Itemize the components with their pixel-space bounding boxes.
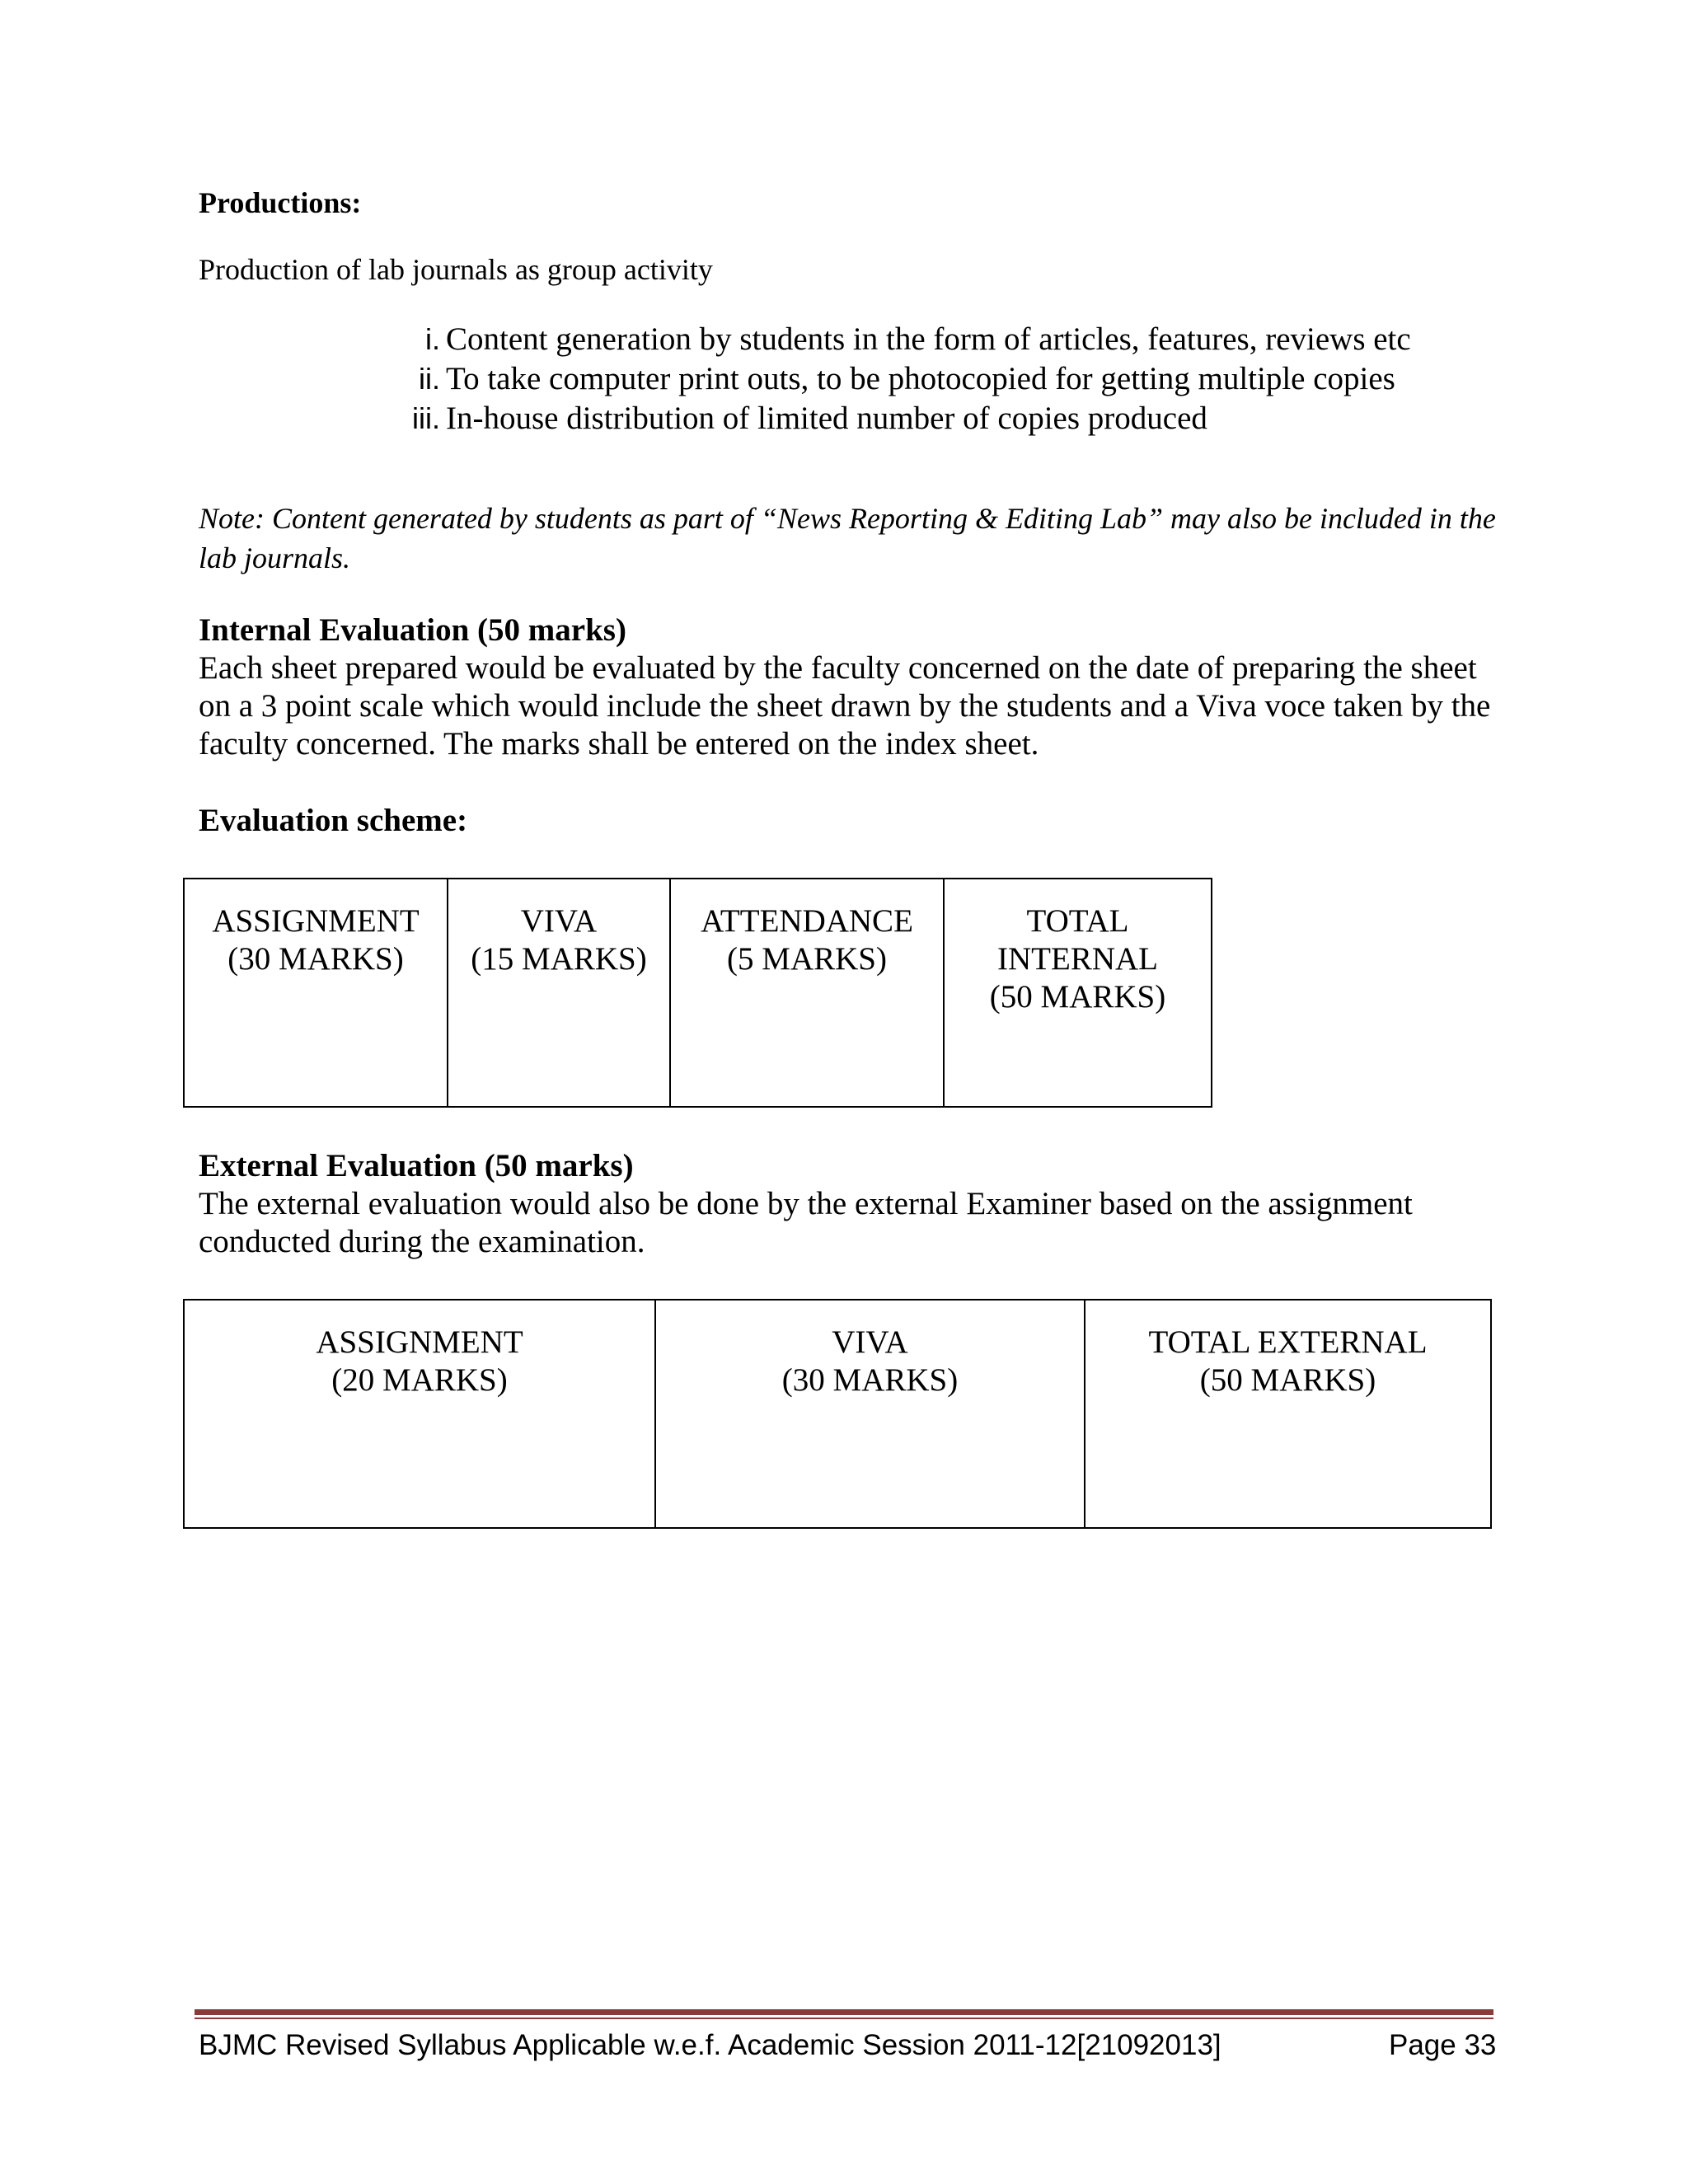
cell-label: INTERNAL bbox=[997, 941, 1158, 977]
cell-marks: (50 MARKS) bbox=[989, 979, 1166, 1015]
external-evaluation-table bbox=[183, 1299, 1492, 1529]
cell-label: VIVA bbox=[520, 903, 598, 939]
cell-marks: (15 MARKS) bbox=[471, 941, 647, 977]
list-text: To take computer print outs, to be photocopied for getting multiple copies bbox=[446, 361, 1395, 396]
table-cell-total-external bbox=[1085, 1300, 1491, 1528]
cell-label: ATTENDANCE bbox=[701, 903, 913, 939]
cell-label: TOTAL bbox=[1026, 903, 1129, 939]
table-cell-assignment bbox=[184, 879, 448, 1107]
cell-marks: (30 MARKS) bbox=[227, 941, 404, 977]
list-text: Content generation by students in the form of articles, features, reviews etc bbox=[446, 321, 1411, 357]
evaluation-scheme-heading: Evaluation scheme: bbox=[199, 803, 468, 838]
list-text: In-house distribution of limited number of copies produced bbox=[446, 401, 1207, 436]
table-cell-attendance bbox=[670, 879, 944, 1107]
cell-marks: (50 MARKS) bbox=[1199, 1362, 1376, 1398]
table-row bbox=[184, 879, 1212, 1107]
cell-marks: (20 MARKS) bbox=[331, 1362, 508, 1398]
list-number: ii. bbox=[419, 362, 440, 396]
footer-rule bbox=[195, 2009, 1493, 2015]
note-text: Note: Content generated by students as part of “News Reporting & Editing Lab” may also be included in the lab journals. bbox=[199, 502, 1496, 574]
cell-marks: (5 MARKS) bbox=[727, 941, 887, 977]
productions-intro: Production of lab journals as group activity bbox=[199, 253, 713, 286]
table-row bbox=[184, 1300, 1491, 1528]
external-evaluation-heading: External Evaluation (50 marks) bbox=[199, 1148, 634, 1183]
list-item bbox=[375, 320, 1411, 359]
internal-evaluation-table bbox=[183, 878, 1212, 1108]
cell-label: VIVA bbox=[832, 1324, 908, 1360]
cell-label: ASSIGNMENT bbox=[212, 903, 420, 939]
productions-list bbox=[375, 320, 1411, 438]
table-cell-assignment bbox=[184, 1300, 655, 1528]
table-cell-viva bbox=[448, 879, 670, 1107]
productions-heading: Productions: bbox=[199, 186, 362, 219]
footer-rule-thin bbox=[195, 2018, 1493, 2019]
list-number: iii. bbox=[412, 401, 440, 435]
list-item bbox=[375, 399, 1411, 438]
page-number: Page 33 bbox=[1389, 2029, 1497, 2061]
footer-document-title: BJMC Revised Syllabus Applicable w.e.f. Academic Session 2011-12[21092013] bbox=[199, 2029, 1221, 2061]
cell-marks: (30 MARKS) bbox=[781, 1362, 959, 1398]
internal-evaluation-text: Each sheet prepared would be evaluated by the faculty concerned on the date of preparing the sheet on a 3 point scale which would include the sheet drawn by the students and a Viva voce taken by the faculty concerned. The marks shall be entered on the index sheet. bbox=[199, 650, 1491, 762]
external-evaluation-text: The external evaluation would also be done by the external Examiner based on the assignment conducted during the examination. bbox=[199, 1186, 1413, 1259]
table-cell-viva bbox=[655, 1300, 1085, 1528]
list-number: i. bbox=[425, 322, 440, 356]
table-cell-total-internal bbox=[944, 879, 1212, 1107]
cell-label: TOTAL EXTERNAL bbox=[1148, 1324, 1428, 1360]
internal-evaluation-heading: Internal Evaluation (50 marks) bbox=[199, 612, 626, 648]
cell-label: ASSIGNMENT bbox=[316, 1324, 523, 1360]
list-item bbox=[375, 359, 1411, 399]
